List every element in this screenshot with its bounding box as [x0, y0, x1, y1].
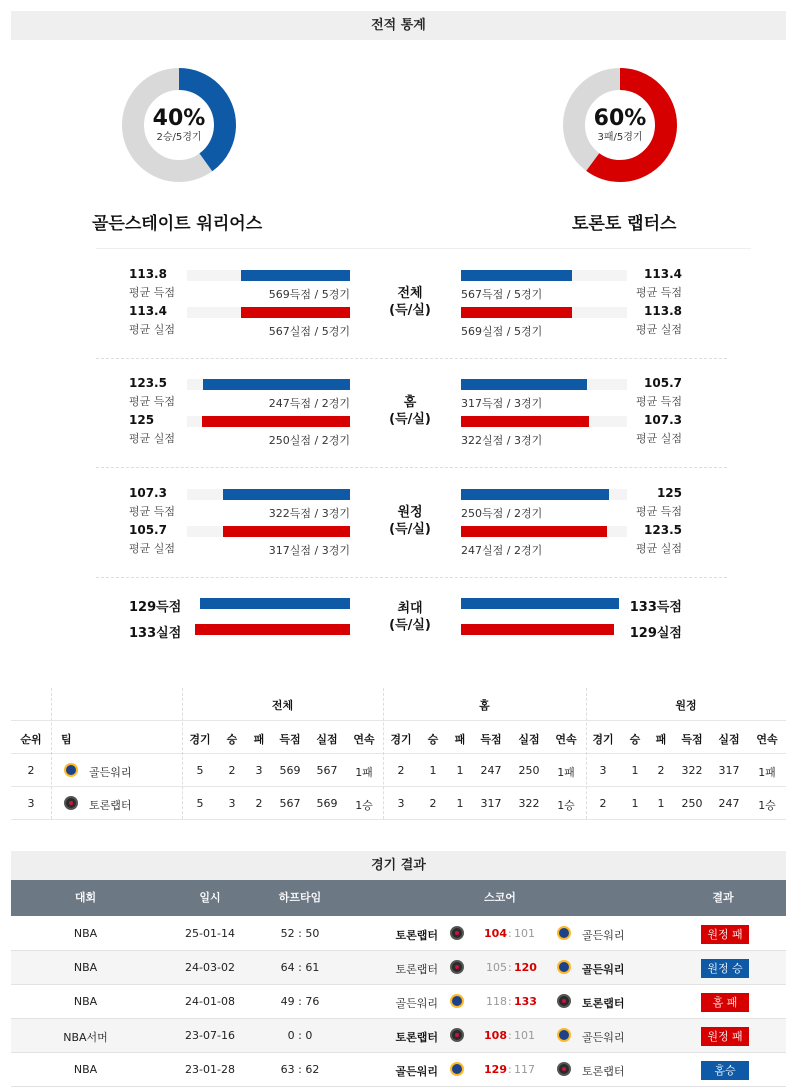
standings-col-득점: 득점: [279, 733, 301, 746]
home-max-allow: 133실점: [129, 626, 182, 641]
home-record: 2승/5경기: [156, 131, 202, 143]
standings-cell: 3: [228, 797, 236, 810]
standings-cell: 2: [429, 797, 437, 810]
home-win-pct: 40%: [152, 105, 206, 131]
home-max-score-bar: [200, 598, 350, 609]
result-home-score: 108: [484, 1029, 507, 1042]
home-team-name: 골든스테이트 워리어스: [92, 214, 263, 234]
standings-group-1: 홈: [479, 699, 490, 712]
away-allow-value: 107.3: [644, 413, 682, 427]
result-league: NBA: [73, 995, 98, 1008]
divider: [96, 248, 751, 249]
section-label-line1: 홈: [403, 395, 417, 410]
home-allow-bar: [202, 416, 350, 427]
standings-cell: 2: [599, 797, 607, 810]
away-score-label: 평균 득점: [635, 286, 682, 299]
result-home-team[interactable]: 골든워리: [395, 997, 438, 1010]
home-allow-bar: [223, 526, 350, 537]
home-score-value: 123.5: [129, 376, 167, 390]
home-allow-label: 평균 실점: [129, 542, 176, 555]
home-allow-label: 평균 실점: [129, 323, 176, 336]
result-badge: 홈승: [701, 1061, 749, 1080]
standings-col-team: 팀: [61, 733, 72, 746]
result-away-score: 133: [514, 995, 537, 1008]
standings-cell: 1승: [758, 799, 776, 812]
home-score-bar: [203, 379, 350, 390]
result-away-team[interactable]: 골든워리: [582, 929, 625, 942]
away-allow-count: 247실점 / 2경기: [461, 544, 543, 557]
standings-cell: 250: [518, 764, 540, 777]
standings-hline: [11, 819, 786, 820]
home-allow-bar: [241, 307, 350, 318]
standings-cell: 1패: [758, 766, 776, 779]
away-win-pct: 60%: [593, 105, 647, 131]
away-max-score: 133득점: [629, 600, 682, 615]
result-home-team[interactable]: 골든워리: [395, 1065, 438, 1078]
section-divider: [96, 577, 727, 578]
away-allow-label: 평균 실점: [635, 542, 682, 555]
section-label-line2: (득/실): [389, 522, 431, 537]
section-label-line2: (득/실): [389, 412, 431, 427]
away-score-count: 250득점 / 2경기: [461, 507, 543, 520]
result-halftime: 52 : 50: [280, 927, 320, 940]
home-score-value: 113.8: [129, 267, 167, 281]
standings-col-연속: 연속: [353, 733, 375, 746]
home-allow-count: 317실점 / 3경기: [268, 544, 350, 557]
result-league: NBA서머: [63, 1031, 108, 1044]
standings-cell: 567: [316, 764, 338, 777]
results-col-1: 일시: [199, 891, 221, 904]
standings-cell: 247: [480, 764, 502, 777]
result-home-team[interactable]: 토론랩터: [395, 963, 438, 976]
result-away-score: 117: [514, 1063, 535, 1076]
standings-col-패: 패: [454, 733, 466, 746]
away-score-value: 125: [656, 486, 682, 500]
away-allow-label: 평균 실점: [635, 323, 682, 336]
result-home-score: 118: [486, 995, 507, 1008]
section-divider: [96, 358, 727, 359]
standings-col-패: 패: [253, 733, 265, 746]
standings-cell: 3: [599, 764, 607, 777]
home-score-label: 평균 득점: [129, 286, 176, 299]
away-score-count: 317득점 / 3경기: [461, 397, 543, 410]
home-allow-value: 105.7: [129, 523, 167, 537]
standings-cell: 1패: [557, 766, 575, 779]
standings-col-실점: 실점: [718, 733, 740, 746]
result-score-sep: :: [508, 961, 512, 974]
away-score-value: 105.7: [644, 376, 682, 390]
section-label: [370, 285, 450, 319]
standings-cell: 2: [255, 797, 263, 810]
standings-cell: 1: [657, 797, 665, 810]
result-score-sep: :: [508, 1063, 512, 1076]
standings-col-경기: 경기: [390, 733, 412, 746]
result-date: 24-03-02: [185, 961, 235, 974]
standings-col-승: 승: [629, 733, 641, 746]
away-allow-label: 평균 실점: [635, 432, 682, 445]
standings-col-경기: 경기: [592, 733, 614, 746]
gsw-logo-icon: [64, 763, 78, 777]
standings-col-패: 패: [655, 733, 667, 746]
away-allow-bar: [461, 526, 607, 537]
max-label-line1: 최대: [397, 601, 423, 616]
standings-team-name[interactable]: 토론랩터: [89, 799, 132, 812]
standings-hline: [11, 753, 786, 754]
result-away-score: 120: [514, 961, 537, 974]
standings-cell: 1승: [355, 799, 373, 812]
standings-cell: 247: [718, 797, 740, 810]
away-score-bar: [461, 270, 572, 281]
section-divider: [96, 467, 727, 468]
gsw-logo-icon: [557, 1028, 571, 1042]
result-league: NBA: [73, 1063, 98, 1076]
section-label-line2: (득/실): [389, 303, 431, 318]
standings-group-0: 전체: [271, 699, 294, 712]
result-date: 23-07-16: [185, 1029, 235, 1042]
result-badge: 원정 승: [701, 959, 749, 978]
standings-cell: 5: [196, 764, 204, 777]
standings-cell: 1: [456, 764, 464, 777]
standings-cell: 1: [429, 764, 437, 777]
away-score-label: 평균 득점: [635, 395, 682, 408]
results-header: 경기 결과: [11, 851, 786, 880]
home-allow-value: 125: [129, 413, 155, 427]
standings-col-득점: 득점: [681, 733, 703, 746]
away-allow-count: 569실점 / 5경기: [461, 325, 543, 338]
standings-col-실점: 실점: [316, 733, 338, 746]
result-away-team[interactable]: 골든워리: [582, 963, 625, 976]
standings-col-실점: 실점: [518, 733, 540, 746]
result-score-sep: :: [508, 995, 512, 1008]
result-halftime: 49 : 76: [280, 995, 320, 1008]
standings-group-2: 원정: [675, 699, 697, 712]
results-col-0: 대회: [74, 891, 97, 904]
result-home-score: 105: [486, 961, 507, 974]
standings-col-경기: 경기: [189, 733, 211, 746]
away-score-count: 567득점 / 5경기: [461, 288, 543, 301]
result-date: 24-01-08: [185, 995, 235, 1008]
standings-cell: 2: [657, 764, 665, 777]
standings-cell: 322: [681, 764, 703, 777]
away-score-bar: [461, 489, 609, 500]
standings-rank: 3: [27, 797, 35, 810]
result-halftime: 64 : 61: [280, 961, 320, 974]
result-badge: 홈 패: [701, 993, 749, 1012]
result-home-score: 104: [484, 927, 507, 940]
standings-rank: 2: [27, 764, 35, 777]
section-label-line1: 전체: [397, 286, 423, 301]
standings-cell: 250: [681, 797, 703, 810]
standings-hline: [11, 786, 786, 787]
away-allow-value: 123.5: [644, 523, 682, 537]
standings-team-name[interactable]: 골든워리: [89, 766, 132, 779]
standings-col-rank: 순위: [20, 733, 42, 746]
standings-hline: [11, 720, 786, 721]
away-record: 3패/5경기: [597, 131, 643, 143]
standings-cell: 1승: [557, 799, 575, 812]
away-max-allow: 129실점: [629, 626, 682, 641]
standings-cell: 5: [196, 797, 204, 810]
home-score-label: 평균 득점: [129, 505, 176, 518]
result-away-score: 101: [514, 1029, 535, 1042]
standings-vline: [51, 688, 52, 819]
section-label-line1: 원정: [397, 505, 423, 520]
result-badge: 원정 패: [701, 925, 749, 944]
standings-cell: 317: [718, 764, 740, 777]
away-max-score-bar: [461, 598, 619, 609]
result-score-sep: :: [508, 1029, 512, 1042]
standings-cell: 569: [316, 797, 338, 810]
away-allow-count: 322실점 / 3경기: [461, 434, 543, 447]
result-badge: 원정 패: [701, 1027, 749, 1046]
tor-logo-icon: [557, 994, 571, 1008]
max-label-line2: (득/실): [389, 618, 431, 633]
gsw-logo-icon: [557, 926, 571, 940]
result-away-team[interactable]: 토론랩터: [582, 997, 625, 1010]
standings-cell: 3: [255, 764, 263, 777]
gsw-logo-icon: [450, 1062, 464, 1076]
home-win-donut: [121, 67, 237, 183]
home-score-bar: [223, 489, 350, 500]
home-score-label: 평균 득점: [129, 395, 176, 408]
result-halftime: 63 : 62: [280, 1063, 320, 1076]
standings-cell: 1: [456, 797, 464, 810]
away-win-donut: [562, 67, 678, 183]
result-score-sep: :: [508, 927, 512, 940]
standings-col-승: 승: [226, 733, 238, 746]
away-score-bar: [461, 379, 587, 390]
result-league: NBA: [73, 927, 98, 940]
tor-logo-icon: [450, 960, 464, 974]
standings-cell: 1: [631, 764, 639, 777]
home-score-count: 322득점 / 3경기: [268, 507, 350, 520]
tor-logo-icon: [557, 1062, 571, 1076]
tor-logo-icon: [450, 926, 464, 940]
standings-col-연속: 연속: [555, 733, 577, 746]
away-allow-bar: [461, 307, 572, 318]
standings-cell: 567: [279, 797, 301, 810]
gsw-logo-icon: [450, 994, 464, 1008]
home-allow-value: 113.4: [129, 304, 167, 318]
home-allow-count: 250실점 / 2경기: [268, 434, 350, 447]
home-allow-count: 567실점 / 5경기: [268, 325, 350, 338]
result-date: 25-01-14: [185, 927, 235, 940]
standings-col-승: 승: [427, 733, 439, 746]
away-max-allow-bar: [461, 624, 614, 635]
results-col-4: 결과: [712, 891, 734, 904]
result-halftime: 0 : 0: [287, 1029, 313, 1042]
away-team-name: 토론토 랩터스: [572, 214, 677, 234]
home-score-bar: [241, 270, 350, 281]
gsw-logo-icon: [557, 960, 571, 974]
standings-cell: 2: [397, 764, 405, 777]
standings-cell: 569: [279, 764, 301, 777]
result-away-score: 101: [514, 927, 535, 940]
standings-col-득점: 득점: [480, 733, 502, 746]
result-home-score: 129: [484, 1063, 507, 1076]
standings-col-연속: 연속: [756, 733, 778, 746]
result-home-team[interactable]: 토론랩터: [395, 1031, 438, 1044]
home-score-value: 107.3: [129, 486, 167, 500]
standings-cell: 322: [518, 797, 540, 810]
home-allow-label: 평균 실점: [129, 432, 176, 445]
result-league: NBA: [73, 961, 98, 974]
result-date: 23-01-28: [185, 1063, 235, 1076]
tor-logo-icon: [64, 796, 78, 810]
home-score-count: 247득점 / 2경기: [268, 397, 350, 410]
standings-cell: 2: [228, 764, 236, 777]
away-score-value: 113.4: [644, 267, 682, 281]
stats-header: 전적 통계: [11, 11, 786, 40]
standings-cell: 317: [480, 797, 502, 810]
standings-cell: 1: [631, 797, 639, 810]
home-score-count: 569득점 / 5경기: [268, 288, 350, 301]
home-max-score: 129득점: [129, 600, 182, 615]
section-label: [370, 394, 450, 428]
away-allow-bar: [461, 416, 589, 427]
results-col-3: 스코어: [484, 891, 516, 904]
max-section-label: [370, 600, 450, 634]
away-score-label: 평균 득점: [635, 505, 682, 518]
standings-cell: 3: [397, 797, 405, 810]
standings-cell: 1패: [355, 766, 373, 779]
result-away-team[interactable]: 토론랩터: [582, 1065, 625, 1078]
result-home-team[interactable]: 토론랩터: [395, 929, 438, 942]
results-col-2: 하프타임: [278, 891, 322, 904]
home-max-allow-bar: [195, 624, 350, 635]
tor-logo-icon: [450, 1028, 464, 1042]
section-label: [370, 504, 450, 538]
result-away-team[interactable]: 골든워리: [582, 1031, 625, 1044]
away-allow-value: 113.8: [644, 304, 682, 318]
